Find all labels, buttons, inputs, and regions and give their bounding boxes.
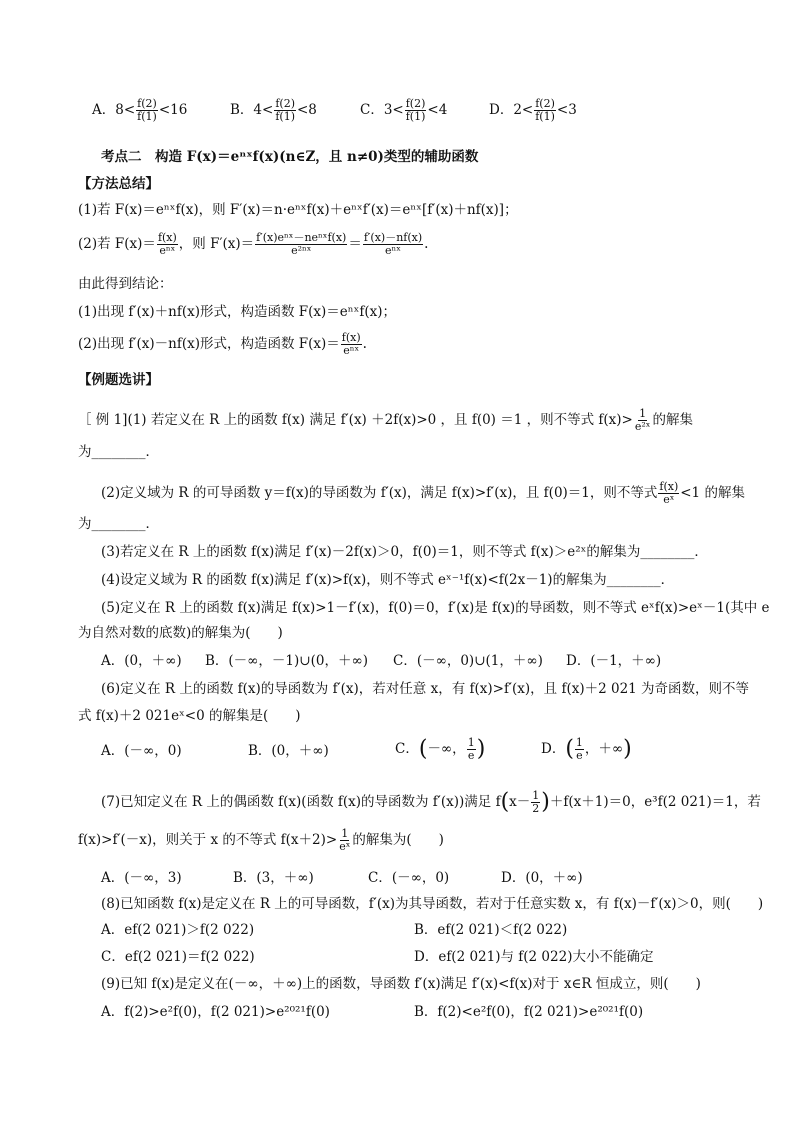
section-title: 考点二 构造 F(x)＝eⁿˣf(x)(n∈Z，且 n≠0)类型的辅助函数 bbox=[101, 149, 479, 165]
conclusion-item-1: (1)出现 f′(x)＋nf(x)形式，构造函数 F(x)＝eⁿˣf(x)； bbox=[78, 304, 396, 320]
p8-option-d: D．ef(2 021)与 f(2 022)大小不能确定 bbox=[414, 949, 654, 965]
p8-option-c: C．ef(2 021)＝f(2 022) bbox=[101, 949, 255, 965]
p5-option-a: A．(0，＋∞) bbox=[101, 653, 182, 669]
fraction: $\frac{1}{e}$ bbox=[575, 736, 583, 762]
method-item-2: (2)若 F(x)＝ $\frac{f(x)}{\text{eⁿˣ}}$ ，则 F′(x)＝ $\frac{\text{f′(x)eⁿˣ－neⁿˣf(x)}}{\text{e²ⁿˣ}}$ ＝ $\frac{f'(x)-nf(x)}{\text{eⁿˣ}}$ . bbox=[78, 231, 429, 257]
ex1-part1-line2: 为________． bbox=[78, 444, 159, 460]
fraction: $\frac{1}{\text{eˣ}}$ bbox=[339, 827, 351, 853]
p6-option-a: A．(－∞，0) bbox=[101, 743, 182, 759]
fraction: $\frac{f(x)}{\text{eⁿˣ}}$ bbox=[341, 331, 361, 357]
fraction: $\frac{f(2)}{f(1)}$ bbox=[535, 97, 555, 123]
p6-option-c: C．(－∞， $\frac{1}{e}$ ) bbox=[395, 736, 486, 762]
ex1-part7-line1: (7)已知定义在 R 上的偶函数 f(x)(函数 f(x)的导函数为 f′(x))满足 f(x－ $\frac{1}{2}$ )＋f(x＋1)＝0，e³f(2 021)＝1，若 bbox=[101, 789, 761, 815]
p9-option-b: B．f(2)<e²f(0)，f(2 021)>e²⁰²¹f(0) bbox=[414, 1004, 644, 1020]
ex1-part4: (4)设定义域为 R 的函数 f(x)满足 f′(x)>f(x)，则不等式 eˣ⁻¹f(x)<f(2x－1)的解集为________． bbox=[101, 572, 675, 588]
fraction: $\frac{f(x)}{\text{eⁿˣ}}$ bbox=[157, 231, 177, 257]
conclusion-label: 由此得到结论： bbox=[78, 276, 173, 292]
method-header: 【方法总结】 bbox=[78, 176, 159, 192]
fraction: $\frac{f'(x)-nf(x)}{\text{eⁿˣ}}$ bbox=[363, 231, 423, 257]
ex1-part5-line2: 为自然对数的底数)的解集为( ) bbox=[78, 625, 283, 641]
p6-option-d: D．( $\frac{1}{e}$ ，＋∞) bbox=[541, 736, 632, 762]
q0-option-a: A．8< $\frac{f(2)}{f(1)}$ <16 bbox=[92, 97, 188, 123]
ex1-part6-line2: 式 f(x)＋2 021eˣ<0 的解集是( ) bbox=[78, 708, 301, 724]
p5-option-c: C．(－∞，0)∪(1，＋∞) bbox=[393, 653, 543, 669]
ex1-part7-line2: f(x)>f′(－x)，则关于 x 的不等式 f(x＋2)> $\frac{1}{\text{eˣ}}$ 的解集为( ) bbox=[78, 827, 444, 853]
p7-option-a: A．(－∞，3) bbox=[101, 870, 182, 886]
ex1-part3: (3)若定义在 R 上的函数 f(x)满足 f′(x)－2f(x)＞0，f(0)＝1，则不等式 f(x)＞e²ˣ的解集为________． bbox=[101, 544, 708, 560]
ex1-part2-line1: (2)定义域为 R 的可导函数 y＝f(x)的导函数为 f′(x)，满足 f(x)>f′(x)，且 f(0)＝1，则不等式 $\frac{f(x)}{\text{eˣ}}$ <1 的解集 bbox=[101, 480, 745, 506]
fraction: $\frac{f(2)}{f(1)}$ bbox=[405, 97, 426, 123]
ex1-part2-line2: 为________． bbox=[78, 516, 159, 532]
q0-option-b: B．4< $\frac{f(2)}{f(1)}$ <8 bbox=[230, 97, 317, 123]
p9-option-a: A．f(2)>e²f(0)，f(2 021)>e²⁰²¹f(0) bbox=[101, 1004, 330, 1020]
ex1-part8: (8)已知函数 f(x)是定义在 R 上的可导函数，f′(x)为其导函数，若对于任意实数 x，有 f(x)－f′(x)＞0，则( ) bbox=[101, 896, 764, 912]
fraction: $\frac{\text{f′(x)eⁿˣ－neⁿˣf(x)}}{\text{e²ⁿˣ}}$ bbox=[256, 231, 347, 257]
q0-option-c: C．3< $\frac{f(2)}{f(1)}$ <4 bbox=[360, 97, 448, 123]
p5-option-b: B．(－∞，－1)∪(0，＋∞) bbox=[205, 653, 368, 669]
ex1-part6-line1: (6)定义在 R 上的函数 f(x)的导函数为 f′(x)，若对任意 x，有 f(x)>f′(x)，且 f(x)＋2 021 为奇函数，则不等 bbox=[101, 681, 750, 697]
fraction: $\frac{1}{e}$ bbox=[467, 736, 475, 762]
p6-option-b: B．(0，＋∞) bbox=[248, 743, 329, 759]
ex1-part1-line1: ［ 例 1](1) 若定义在 R 上的函数 f(x) 满足 f′(x) ＋2f(x)>0 ，且 f(0) ＝1 ，则不等式 f(x)> $\frac{1}{\text{e²ˣ}}$ 的解集 bbox=[78, 407, 693, 433]
fraction: $\frac{f(x)}{\text{eˣ}}$ bbox=[659, 480, 679, 506]
method-item-1: (1)若 F(x)＝eⁿˣf(x)，则 F′(x)＝n·eⁿˣf(x)＋eⁿˣf′(x)＝eⁿˣ[f′(x)＋nf(x)]； bbox=[78, 202, 518, 218]
p7-option-d: D．(0，＋∞) bbox=[501, 870, 583, 886]
ex1-part9: (9)已知 f(x)是定义在(－∞，＋∞)上的函数，导函数 f′(x)满足 f′(x)<f(x)对于 x∈R 恒成立，则( ) bbox=[101, 976, 701, 992]
fraction: $\frac{f(2)}{f(1)}$ bbox=[275, 97, 295, 123]
ex1-part5-line1: (5)定义在 R 上的函数 f(x)满足 f(x)>1－f′(x)，f(0)＝0，f′(x)是 f(x)的导函数，则不等式 eˣf(x)>eˣ－1(其中 e bbox=[101, 600, 770, 616]
q0-option-d: D．2< $\frac{f(2)}{f(1)}$ <3 bbox=[489, 97, 577, 123]
p5-option-d: D．(－1，＋∞) bbox=[566, 653, 662, 669]
fraction: $\frac{1}{\text{e²ˣ}}$ bbox=[634, 407, 651, 433]
fraction: $\frac{f(2)}{f(1)}$ bbox=[137, 97, 157, 123]
conclusion-item-2: (2)出现 f′(x)－nf(x)形式，构造函数 F(x)＝ $\frac{f(x)}{\text{eⁿˣ}}$ . bbox=[78, 331, 367, 357]
fraction: $\frac{1}{2}$ bbox=[532, 789, 540, 815]
p8-option-b: B．ef(2 021)＜f(2 022) bbox=[414, 922, 568, 938]
p8-option-a: A．ef(2 021)＞f(2 022) bbox=[101, 922, 255, 938]
p7-option-b: B．(3，＋∞) bbox=[233, 870, 314, 886]
example-header: 【例题选讲】 bbox=[78, 372, 159, 388]
p7-option-c: C．(－∞，0) bbox=[368, 870, 450, 886]
